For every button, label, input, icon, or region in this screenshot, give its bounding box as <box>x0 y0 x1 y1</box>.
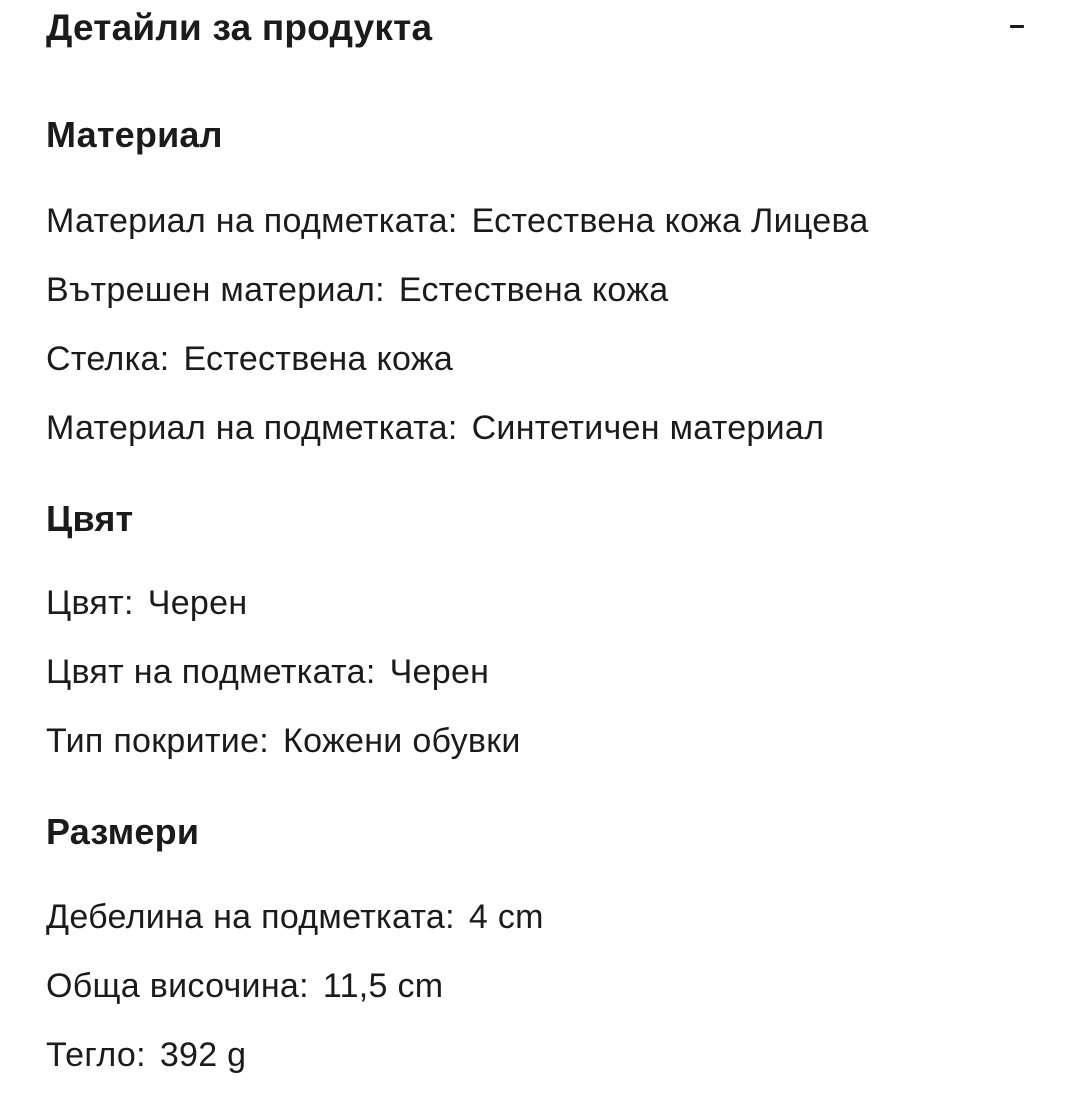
attribute-row <box>46 200 869 242</box>
attribute-label: Материал на подметката <box>46 202 448 240</box>
attribute-label: Обща височина <box>46 967 300 1005</box>
attribute-label: Вътрешен материал <box>46 271 376 309</box>
attribute-separator: : <box>445 898 455 936</box>
attribute-separator: : <box>447 202 458 240</box>
attribute-value: 392 g <box>159 1036 247 1074</box>
attribute-value: Черен <box>147 584 248 622</box>
product-details-title: Детайли за продукта <box>46 7 433 48</box>
attribute-label: Цвят <box>46 584 125 622</box>
attribute-value: Черен <box>389 653 490 691</box>
attribute-separator: : <box>124 584 134 622</box>
section-heading-material: Материал <box>46 114 223 155</box>
attribute-row <box>46 720 521 762</box>
attribute-separator: : <box>136 1036 146 1074</box>
attribute-separator: : <box>159 340 170 378</box>
attribute-separator: : <box>375 271 385 309</box>
product-details-header[interactable] <box>46 0 1034 60</box>
attribute-separator: : <box>447 409 458 447</box>
attribute-label: Материал на подметката <box>46 409 448 447</box>
minus-icon[interactable] <box>1010 25 1024 28</box>
attribute-label: Тип покритие <box>46 722 260 760</box>
attribute-row <box>46 896 544 938</box>
attribute-row <box>46 965 443 1007</box>
attribute-value: Синтетичен материал <box>471 409 825 447</box>
attribute-value: Естествена кожа <box>183 340 454 378</box>
attribute-label: Тегло <box>46 1036 137 1074</box>
attribute-label: Цвят на подметката <box>46 653 366 691</box>
attribute-label: Дебелина на подметката <box>46 898 446 936</box>
attribute-row <box>46 407 824 449</box>
attribute-label: Стелка <box>46 340 160 378</box>
attribute-value: Естествена кожа Лицева <box>471 202 869 240</box>
attribute-row <box>46 338 453 380</box>
attribute-row <box>46 269 669 311</box>
section-heading-dimensions: Размери <box>46 811 200 852</box>
attribute-value: Естествена кожа <box>398 271 669 309</box>
attribute-value: 11,5 cm <box>322 967 444 1005</box>
attribute-row <box>46 651 489 693</box>
attribute-value: 4 cm <box>468 898 544 936</box>
attribute-row <box>46 582 247 624</box>
attribute-row <box>46 1034 246 1076</box>
attribute-value: Кожени обувки <box>283 722 521 760</box>
attribute-separator: : <box>365 653 376 691</box>
section-heading-color: Цвят <box>46 498 134 539</box>
attribute-separator: : <box>299 967 309 1005</box>
attribute-separator: : <box>259 722 270 760</box>
